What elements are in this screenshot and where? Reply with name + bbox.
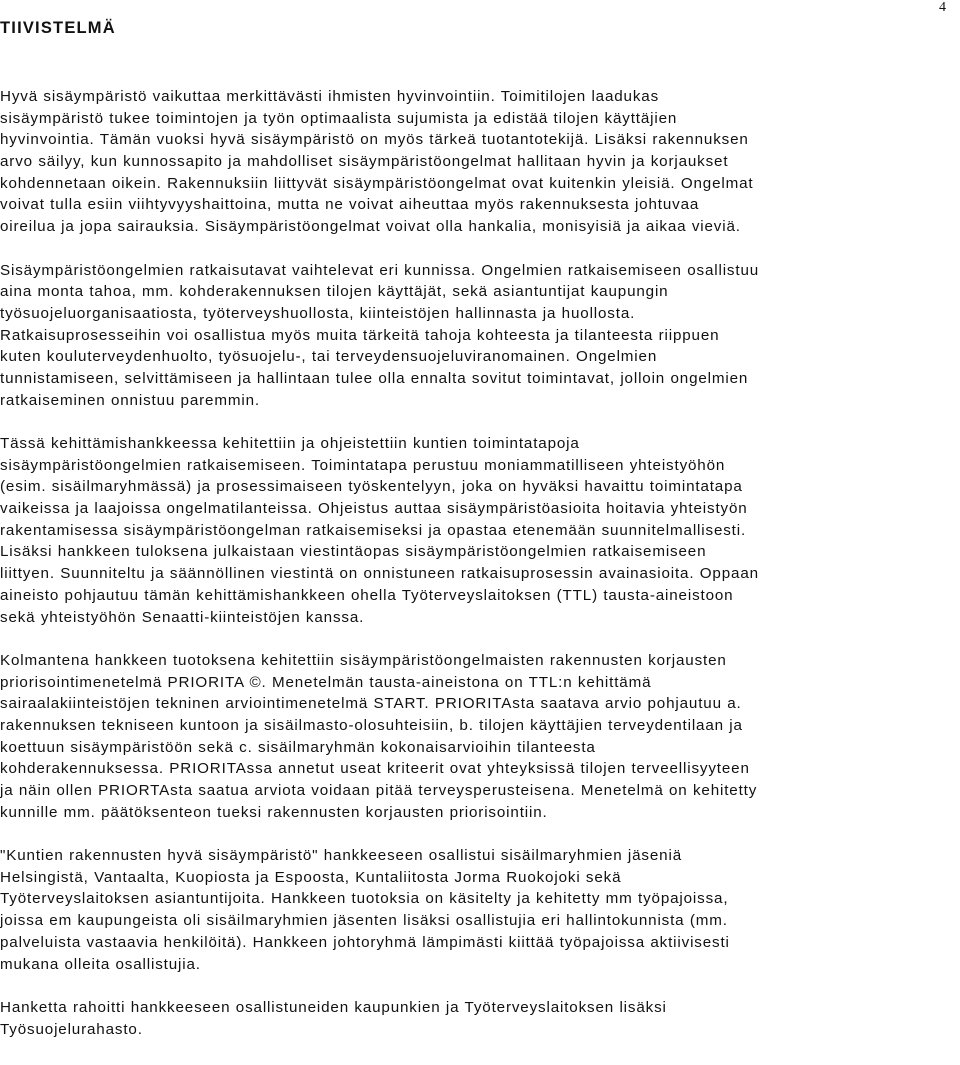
text-line: työsuojeluorganisaatiosta, työterveyshuollosta, kiinteistöjen hallinnasta ja huollosta. bbox=[0, 304, 636, 322]
text-line: Hanketta rahoitti hankkeeseen osallistuneiden kaupunkien ja Työterveyslaitoksen lisäksi bbox=[0, 998, 667, 1016]
text-line: rakentamisessa sisäympäristöongelman ratkaisemiseksi ja opastaa etenemään suunnitelmallisesti. bbox=[0, 521, 747, 539]
text-line: oireilua ja jopa sairauksia. Sisäympäristöongelmat voivat olla hankalia, monisyisiä ja aikaa vieviä. bbox=[0, 218, 741, 236]
text-line: Työterveyslaitoksen asiantuntijoita. Hankkeen tuotoksia on käsitelty ja kehitetty mm työpajoissa, bbox=[0, 890, 729, 908]
text-line: liittyen. Suunniteltu ja säännöllinen viestintä on onnistuneen ratkaisuprosessin avainasioita. Oppaan bbox=[0, 565, 759, 583]
text-line: aineisto pohjautuu tämän kehittämishankkeen ohella Työterveyslaitoksen (TTL) tausta-aineistoon bbox=[0, 586, 734, 604]
text-line: ja näin ollen PRIORTAsta saatua arviota voidaan pitää terveysperusteisena. Menetelmä on kehitetty bbox=[0, 782, 758, 799]
text-line: Tässä kehittämishankkeessa kehitettiin ja ohjeistettiin kuntien toimintatapoja bbox=[0, 435, 580, 452]
text-line: kohdennetaan oikein. Rakennuksiin liittyvät sisäympäristöongelmat ovat kuitenkin yleisiä. Ongelmat bbox=[0, 174, 754, 192]
text-line: Sisäympäristöongelmien ratkaisutavat vaihtelevat eri kunnissa. Ongelmien ratkaisemiseen osallistuu bbox=[0, 261, 760, 279]
page-number: 4 bbox=[939, 0, 946, 15]
text-line: voivat tulla esiin viihtyvyyshaittoina, mutta ne voivat aiheuttaa myös rakennuksesta johtuvaa bbox=[0, 196, 700, 214]
text-line: joissa em kaupungeista oli sisäilmaryhmien jäsenten lisäksi osallistujia eri hallintokunnista (mm. bbox=[0, 912, 728, 930]
text-line: kohderakennuksessa. PRIORITAssa annetut useat kriteerit ovat yhteyksissä tilojen terveellisyyteen bbox=[0, 760, 750, 778]
paragraph bbox=[0, 997, 958, 1040]
summary-body bbox=[0, 86, 958, 1062]
paragraph bbox=[0, 86, 958, 238]
text-line: sekä yhteistyöhön Senaatti-kiinteistöjen kanssa. bbox=[0, 608, 365, 626]
text-line: tunnistamiseen, selvittämiseen ja hallintaan tulee olla ennalta sovitut toimintavat, jolloin ongelmien bbox=[0, 369, 749, 387]
paragraph bbox=[0, 260, 958, 412]
text-line: Työsuojelurahasto. bbox=[0, 1020, 143, 1038]
text-line: Kolmantena hankkeen tuotoksena kehitettiin sisäympäristöongelmaisten rakennusten korjausten bbox=[0, 651, 727, 669]
text-line: Ratkaisuprosesseihin voi osallistua myös muita tärkeitä tahoja kohteesta ja tilanteesta riippuen bbox=[0, 326, 720, 344]
paragraph bbox=[0, 845, 958, 975]
text-line: kunnille mm. päätöksenteon tueksi rakennusten korjausten priorisointiin. bbox=[0, 803, 548, 821]
page-title: TIIVISTELMÄ bbox=[0, 19, 116, 37]
text-line: rakennuksen tekniseen kuntoon ja sisäilmasto-olosuhteisiin, b. tilojen käyttäjien terveydentilaan ja bbox=[0, 716, 743, 734]
text-line: arvo säilyy, kun kunnossapito ja mahdolliset sisäympäristöongelmat hallitaan hyvin ja korjaukset bbox=[0, 153, 729, 171]
text-line: "Kuntien rakennusten hyvä sisäympäristö" hankkeeseen osallistui sisäilmaryhmien jäseniä bbox=[0, 847, 682, 865]
paragraph bbox=[0, 433, 958, 628]
paragraph bbox=[0, 650, 958, 824]
text-line: Hyvä sisäympäristö vaikuttaa merkittävästi ihmisten hyvinvointiin. Toimitilojen laadukas bbox=[0, 88, 660, 105]
text-line: Helsingistä, Vantaalta, Kuopiosta ja Espoosta, Kuntaliitosta Jorma Ruokojoki sekä bbox=[0, 868, 622, 886]
text-line: koettuun sisäympäristöön sekä c. sisäilmaryhmän kokonaisarvioihin tilanteesta bbox=[0, 738, 596, 756]
text-line: Lisäksi hankkeen tuloksena julkaistaan viestintäopas sisäympäristöongelmien ratkaisemiseen bbox=[0, 543, 707, 561]
text-line: ratkaiseminen onnistuu paremmin. bbox=[0, 391, 260, 409]
text-line: palveluista vastaavia henkilöitä). Hankkeen johtoryhmä lämpimästi kiittää työpajoissa aktiivisesti bbox=[0, 933, 730, 951]
text-line: kuten kouluterveydenhuolto, työsuojelu-, tai terveydensuojeluviranomainen. Ongelmien bbox=[0, 348, 658, 366]
text-line: hyvinvointia. Tämän vuoksi hyvä sisäympäristö on myös tärkeä tuotantotekijä. Lisäksi rakennuksen bbox=[0, 131, 749, 149]
text-line: mukana olleita osallistujia. bbox=[0, 955, 201, 973]
text-line: priorisointimenetelmä PRIORITA ©. Menetelmän tausta-aineistona on TTL:n kehittämä bbox=[0, 673, 652, 691]
text-line: sairaalakiinteistöjen tekninen arviointimenetelmä START. PRIORITAsta saatava arvio pohjautuu a. bbox=[0, 695, 742, 713]
text-line: aina monta tahoa, mm. kohderakennuksen tilojen käyttäjät, sekä asiantuntijat kaupungin bbox=[0, 283, 669, 301]
text-line: sisäympäristö tukee toimintojen ja työn optimaalista sujumista ja edistää tilojen käyttäjien bbox=[0, 109, 678, 127]
text-line: sisäympäristöongelmien ratkaisemiseen. Toimintatapa perustuu moniammatilliseen yhteistyöhön bbox=[0, 456, 726, 474]
text-line: (esim. sisäilmaryhmässä) ja prosessimaiseen työskentelyyn, joka on hyväksi havaittu toimintatapa bbox=[0, 478, 743, 496]
text-line: vaikeissa ja laajoissa ongelmatilanteissa. Ohjeistus auttaa sisäympäristöasioita hoitavia yhteistyön bbox=[0, 500, 748, 518]
